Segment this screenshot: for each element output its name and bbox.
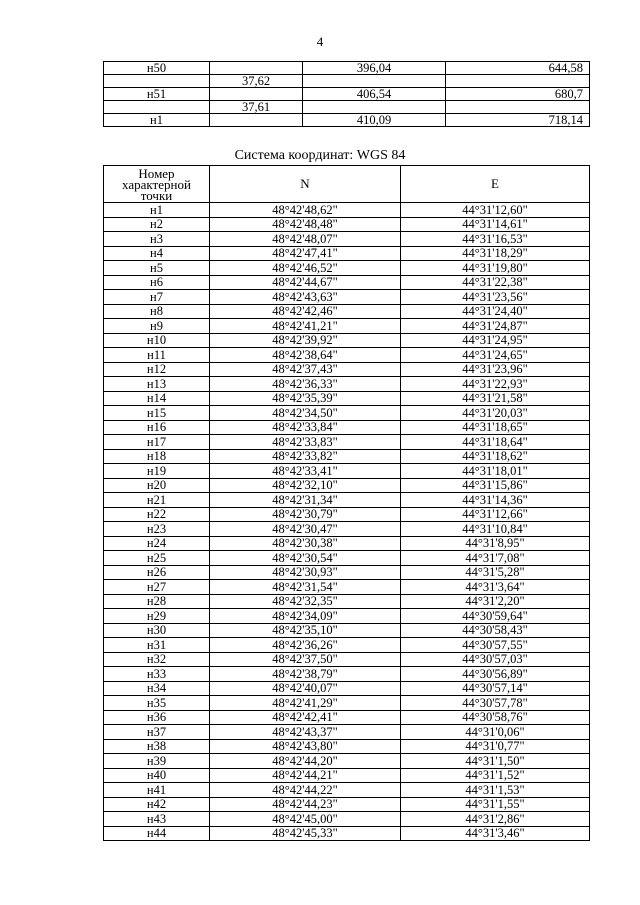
point-number-cell: н16	[104, 420, 210, 435]
point-number-cell: н36	[104, 710, 210, 725]
longitude-cell: 44°31'14,36"	[401, 493, 590, 508]
page-number: 4	[316, 34, 324, 49]
table-row	[104, 232, 590, 247]
point-number-cell: н14	[104, 391, 210, 406]
longitude-cell: 44°31'22,93"	[401, 377, 590, 392]
table-row	[104, 114, 590, 127]
continuation-table	[103, 61, 590, 127]
latitude-cell: 48°42'44,67"	[210, 275, 401, 290]
point-number-cell: н35	[104, 696, 210, 711]
longitude-cell: 44°31'24,87"	[401, 319, 590, 334]
longitude-cell: 44°31'18,65"	[401, 420, 590, 435]
table-row	[104, 391, 590, 406]
table-row	[104, 623, 590, 638]
point-number-cell: н10	[104, 333, 210, 348]
y-coordinate-cell: 644,58	[446, 62, 590, 75]
table-row	[104, 362, 590, 377]
longitude-cell: 44°30'58,76"	[401, 710, 590, 725]
longitude-cell: 44°31'15,86"	[401, 478, 590, 493]
longitude-cell: 44°31'18,62"	[401, 449, 590, 464]
table-header-row	[104, 166, 590, 203]
empty-cell	[104, 75, 210, 88]
latitude-cell: 48°42'30,79"	[210, 507, 401, 522]
longitude-cell: 44°31'1,52"	[401, 768, 590, 783]
table-row	[104, 739, 590, 754]
latitude-cell: 48°42'39,92"	[210, 333, 401, 348]
longitude-cell: 44°31'10,84"	[401, 522, 590, 537]
longitude-cell: 44°31'8,95"	[401, 536, 590, 551]
longitude-cell: 44°31'12,60"	[401, 203, 590, 218]
longitude-cell: 44°30'57,03"	[401, 652, 590, 667]
latitude-cell: 48°42'32,10"	[210, 478, 401, 493]
table-row	[104, 565, 590, 580]
table-row	[104, 319, 590, 334]
point-number-cell: н44	[104, 826, 210, 841]
table-row	[104, 449, 590, 464]
table-row	[104, 725, 590, 740]
longitude-cell: 44°30'56,89"	[401, 667, 590, 682]
longitude-cell: 44°31'1,55"	[401, 797, 590, 812]
wgs84-coordinates-table	[103, 165, 590, 841]
longitude-cell: 44°31'21,58"	[401, 391, 590, 406]
segment-length-cell: 37,61	[210, 101, 303, 114]
table-row	[104, 652, 590, 667]
latitude-cell: 48°42'30,38"	[210, 536, 401, 551]
empty-cell	[210, 114, 303, 127]
point-number-cell: н6	[104, 275, 210, 290]
longitude-cell: 44°31'7,08"	[401, 551, 590, 566]
longitude-cell: 44°31'23,96"	[401, 362, 590, 377]
point-number-cell: н23	[104, 522, 210, 537]
point-number-cell: н30	[104, 623, 210, 638]
point-number-cell: н39	[104, 754, 210, 769]
longitude-cell: 44°31'5,28"	[401, 565, 590, 580]
latitude-cell: 48°42'31,54"	[210, 580, 401, 595]
table-row	[104, 812, 590, 827]
longitude-cell: 44°30'57,14"	[401, 681, 590, 696]
point-number-cell: н32	[104, 652, 210, 667]
point-number-cell: н11	[104, 348, 210, 363]
longitude-cell: 44°30'58,43"	[401, 623, 590, 638]
point-number-cell: н38	[104, 739, 210, 754]
longitude-cell: 44°31'24,40"	[401, 304, 590, 319]
longitude-cell: 44°31'0,06"	[401, 725, 590, 740]
point-number-cell: н9	[104, 319, 210, 334]
table-row	[104, 783, 590, 798]
header-n: N	[210, 166, 401, 203]
table-row	[104, 420, 590, 435]
point-number-cell: н27	[104, 580, 210, 595]
table-row	[104, 348, 590, 363]
latitude-cell: 48°42'42,46"	[210, 304, 401, 319]
empty-cell	[303, 75, 446, 88]
table-row	[104, 406, 590, 421]
point-number-cell: н25	[104, 551, 210, 566]
latitude-cell: 48°42'47,41"	[210, 246, 401, 261]
latitude-cell: 48°42'37,50"	[210, 652, 401, 667]
longitude-cell: 44°30'57,78"	[401, 696, 590, 711]
longitude-cell: 44°31'1,50"	[401, 754, 590, 769]
longitude-cell: 44°31'3,64"	[401, 580, 590, 595]
latitude-cell: 48°42'33,82"	[210, 449, 401, 464]
latitude-cell: 48°42'38,64"	[210, 348, 401, 363]
table-row	[104, 681, 590, 696]
point-number-cell: н1	[104, 114, 210, 127]
table-row	[104, 203, 590, 218]
point-number-cell: н51	[104, 88, 210, 101]
latitude-cell: 48°42'33,41"	[210, 464, 401, 479]
point-number-cell: н37	[104, 725, 210, 740]
point-number-cell: н43	[104, 812, 210, 827]
longitude-cell: 44°31'24,95"	[401, 333, 590, 348]
latitude-cell: 48°42'44,21"	[210, 768, 401, 783]
empty-cell	[210, 88, 303, 101]
table-row	[104, 594, 590, 609]
point-number-cell: н5	[104, 261, 210, 276]
longitude-cell: 44°31'22,38"	[401, 275, 590, 290]
longitude-cell: 44°31'18,64"	[401, 435, 590, 450]
latitude-cell: 48°42'31,34"	[210, 493, 401, 508]
table-row	[104, 536, 590, 551]
longitude-cell: 44°30'57,55"	[401, 638, 590, 653]
longitude-cell: 44°31'0,77"	[401, 739, 590, 754]
table-row	[104, 507, 590, 522]
longitude-cell: 44°31'18,29"	[401, 246, 590, 261]
point-number-cell: н20	[104, 478, 210, 493]
latitude-cell: 48°42'40,07"	[210, 681, 401, 696]
point-number-cell: н40	[104, 768, 210, 783]
table-row	[104, 696, 590, 711]
table-row	[104, 710, 590, 725]
point-number-cell: н34	[104, 681, 210, 696]
point-number-cell: н41	[104, 783, 210, 798]
latitude-cell: 48°42'30,47"	[210, 522, 401, 537]
empty-cell	[104, 101, 210, 114]
point-number-cell: н2	[104, 217, 210, 232]
latitude-cell: 48°42'46,52"	[210, 261, 401, 276]
point-number-cell: н17	[104, 435, 210, 450]
table-row	[104, 88, 590, 101]
table-row	[104, 580, 590, 595]
latitude-cell: 48°42'36,33"	[210, 377, 401, 392]
latitude-cell: 48°42'44,23"	[210, 797, 401, 812]
table-row	[104, 275, 590, 290]
latitude-cell: 48°42'48,07"	[210, 232, 401, 247]
longitude-cell: 44°31'24,65"	[401, 348, 590, 363]
continuation-table-body	[104, 62, 590, 127]
latitude-cell: 48°42'48,48"	[210, 217, 401, 232]
table-row	[104, 522, 590, 537]
point-number-cell: н4	[104, 246, 210, 261]
latitude-cell: 48°42'30,93"	[210, 565, 401, 580]
point-number-cell: н42	[104, 797, 210, 812]
point-number-cell: н29	[104, 609, 210, 624]
latitude-cell: 48°42'42,41"	[210, 710, 401, 725]
table-row	[104, 551, 590, 566]
table-row	[104, 493, 590, 508]
table-row	[104, 478, 590, 493]
point-number-cell: н26	[104, 565, 210, 580]
latitude-cell: 48°42'33,84"	[210, 420, 401, 435]
latitude-cell: 48°42'43,37"	[210, 725, 401, 740]
longitude-cell: 44°31'16,53"	[401, 232, 590, 247]
point-number-cell: н24	[104, 536, 210, 551]
table-row	[104, 435, 590, 450]
table-row	[104, 261, 590, 276]
empty-cell	[446, 75, 590, 88]
point-number-cell: н8	[104, 304, 210, 319]
point-number-cell: н15	[104, 406, 210, 421]
header-e: E	[401, 166, 590, 203]
x-coordinate-cell: 396,04	[303, 62, 446, 75]
table-row	[104, 754, 590, 769]
point-number-cell: н22	[104, 507, 210, 522]
empty-cell	[446, 101, 590, 114]
table-row	[104, 638, 590, 653]
latitude-cell: 48°42'34,50"	[210, 406, 401, 421]
longitude-cell: 44°31'1,53"	[401, 783, 590, 798]
table-row	[104, 246, 590, 261]
table-row	[104, 609, 590, 624]
latitude-cell: 48°42'36,26"	[210, 638, 401, 653]
point-number-cell: н33	[104, 667, 210, 682]
point-number-cell: н18	[104, 449, 210, 464]
longitude-cell: 44°31'2,86"	[401, 812, 590, 827]
latitude-cell: 48°42'41,21"	[210, 319, 401, 334]
table-row	[104, 75, 590, 88]
point-number-cell: н3	[104, 232, 210, 247]
segment-length-cell: 37,62	[210, 75, 303, 88]
latitude-cell: 48°42'41,29"	[210, 696, 401, 711]
latitude-cell: 48°42'35,39"	[210, 391, 401, 406]
y-coordinate-cell: 718,14	[446, 114, 590, 127]
latitude-cell: 48°42'35,10"	[210, 623, 401, 638]
latitude-cell: 48°42'33,83"	[210, 435, 401, 450]
latitude-cell: 48°42'30,54"	[210, 551, 401, 566]
table-row	[104, 333, 590, 348]
table-row	[104, 304, 590, 319]
latitude-cell: 48°42'34,09"	[210, 609, 401, 624]
latitude-cell: 48°42'32,35"	[210, 594, 401, 609]
table-row	[104, 217, 590, 232]
table-row	[104, 667, 590, 682]
x-coordinate-cell: 410,09	[303, 114, 446, 127]
coordinate-system-title: Система координат: WGS 84	[234, 148, 406, 163]
point-number-cell: н13	[104, 377, 210, 392]
point-number-cell: н1	[104, 203, 210, 218]
header-point-number: Номер характерной точки	[104, 166, 210, 203]
point-number-cell: н50	[104, 62, 210, 75]
table-row	[104, 768, 590, 783]
longitude-cell: 44°31'2,20"	[401, 594, 590, 609]
longitude-cell: 44°31'23,56"	[401, 290, 590, 305]
longitude-cell: 44°31'18,01"	[401, 464, 590, 479]
point-number-cell: н12	[104, 362, 210, 377]
latitude-cell: 48°42'45,33"	[210, 826, 401, 841]
table-row	[104, 62, 590, 75]
empty-cell	[210, 62, 303, 75]
latitude-cell: 48°42'44,22"	[210, 783, 401, 798]
longitude-cell: 44°31'19,80"	[401, 261, 590, 276]
point-number-cell: н7	[104, 290, 210, 305]
table-row	[104, 290, 590, 305]
latitude-cell: 48°42'37,43"	[210, 362, 401, 377]
point-number-cell: н21	[104, 493, 210, 508]
wgs84-table-body	[104, 203, 590, 841]
y-coordinate-cell: 680,7	[446, 88, 590, 101]
latitude-cell: 48°42'44,20"	[210, 754, 401, 769]
table-row	[104, 101, 590, 114]
table-row	[104, 377, 590, 392]
latitude-cell: 48°42'43,80"	[210, 739, 401, 754]
latitude-cell: 48°42'45,00"	[210, 812, 401, 827]
table-row	[104, 464, 590, 479]
table-row	[104, 797, 590, 812]
longitude-cell: 44°31'20,03"	[401, 406, 590, 421]
empty-cell	[303, 101, 446, 114]
longitude-cell: 44°31'12,66"	[401, 507, 590, 522]
point-number-cell: н28	[104, 594, 210, 609]
point-number-cell: н31	[104, 638, 210, 653]
longitude-cell: 44°30'59,64"	[401, 609, 590, 624]
latitude-cell: 48°42'48,62"	[210, 203, 401, 218]
latitude-cell: 48°42'43,63"	[210, 290, 401, 305]
point-number-cell: н19	[104, 464, 210, 479]
longitude-cell: 44°31'14,61"	[401, 217, 590, 232]
longitude-cell: 44°31'3,46"	[401, 826, 590, 841]
latitude-cell: 48°42'38,79"	[210, 667, 401, 682]
table-row	[104, 826, 590, 841]
x-coordinate-cell: 406,54	[303, 88, 446, 101]
